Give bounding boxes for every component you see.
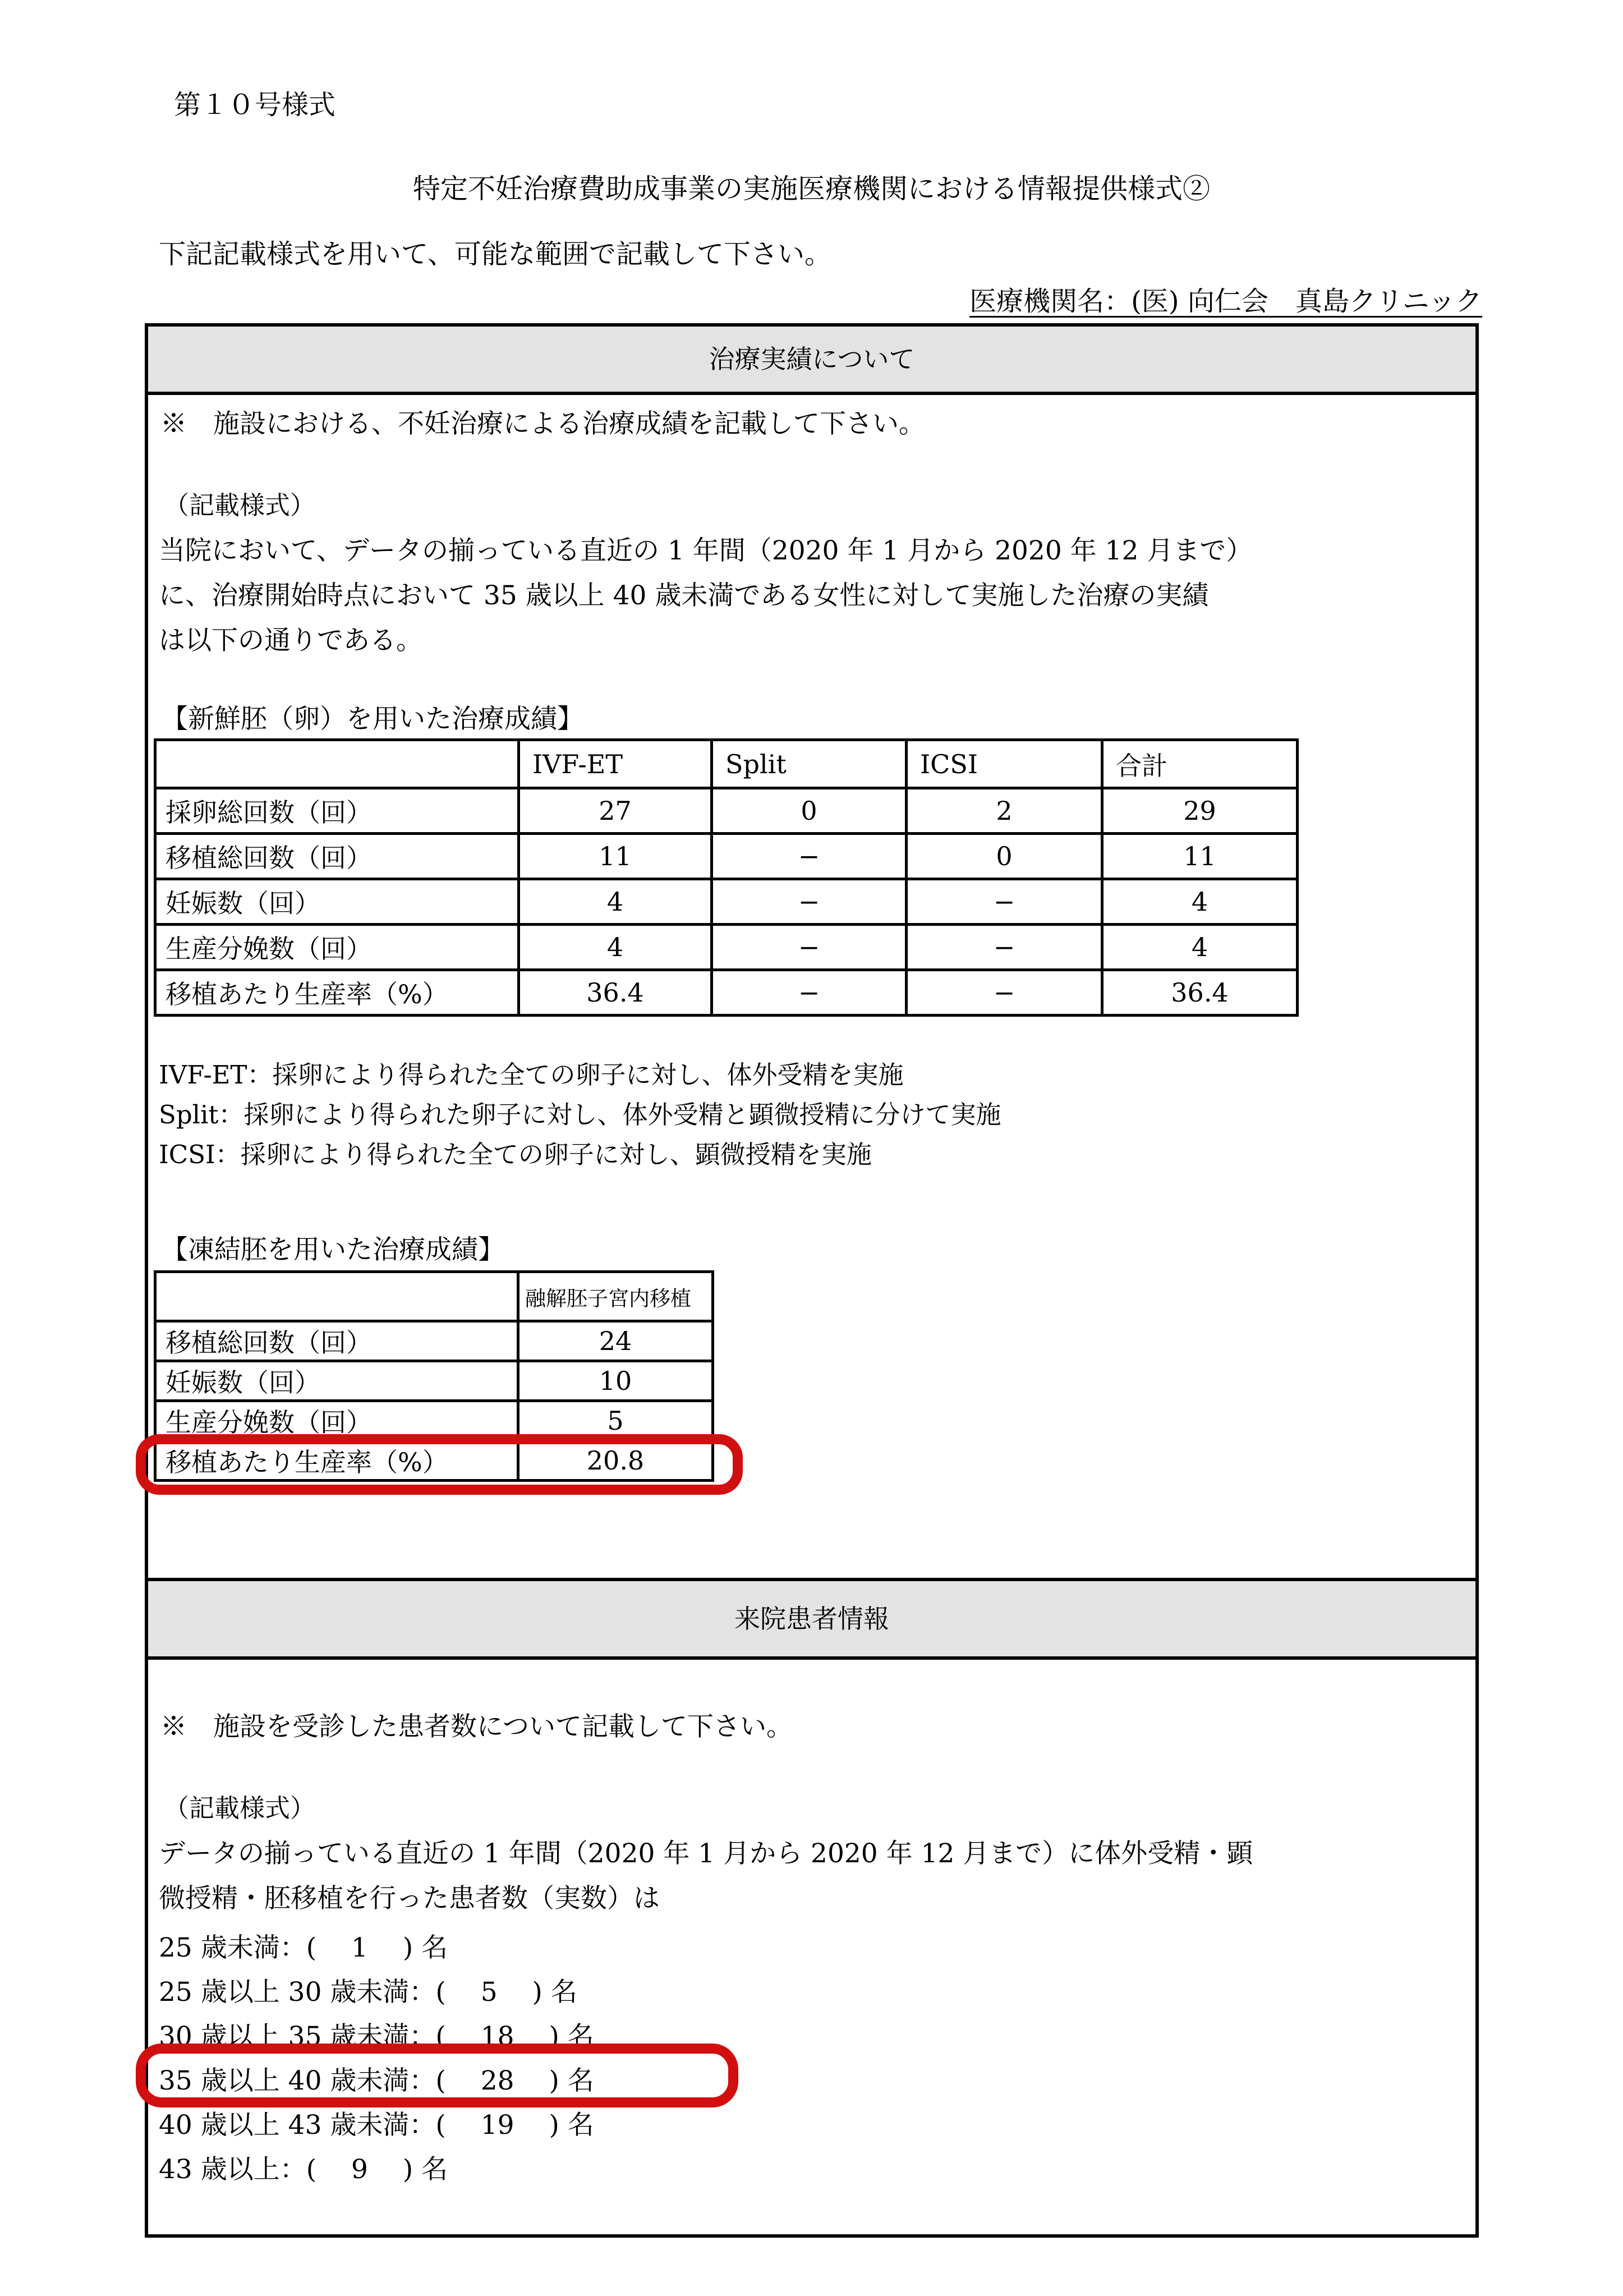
- patients-paragraph-line: データの揃っている直近の 1 年間（2020 年 1 月から 2020 年 12 月まで）に体外受精・顕: [159, 1838, 1253, 1869]
- table-row: [155, 788, 1298, 834]
- definition-line: IVF-ET：採卵により得られた全ての卵子に対し、体外受精を実施: [159, 1060, 904, 1090]
- treatment-paragraph-line: 当院において、データの揃っている直近の 1 年間（2020 年 1 月から 2020 年 12 月まで）: [159, 535, 1253, 566]
- cell-value: 4: [519, 925, 712, 970]
- row-label: 移植あたり生産率（%）: [155, 970, 519, 1016]
- corner-cell: [155, 1272, 518, 1321]
- treatment-note: ※ 施設における、不妊治療による治療成績を記載して下さい。: [160, 408, 925, 439]
- patients-paragraph: [159, 1831, 1253, 1921]
- section-header-treatment: [148, 327, 1475, 395]
- table-row: [155, 970, 1298, 1016]
- cell-value: 5: [518, 1401, 713, 1441]
- table-row: [155, 925, 1298, 970]
- column-header: Split: [712, 740, 907, 788]
- frozen-table-title: 【凍結胚を用いた治療成績】: [162, 1234, 504, 1265]
- table-row: [155, 879, 1298, 925]
- table-row: [155, 1361, 713, 1401]
- cell-value: 29: [1102, 788, 1298, 834]
- patients-note: ※ 施設を受診した患者数について記載して下さい。: [160, 1711, 793, 1742]
- table-header-row: [155, 1272, 713, 1321]
- definition-line: Split：採卵により得られた卵子に対し、体外受精と顕微授精に分けて実施: [159, 1100, 1001, 1129]
- highlight-annotation-age-35-40: [136, 2044, 738, 2107]
- cell-value: −: [712, 925, 907, 970]
- row-label: 妊娠数（回）: [155, 879, 519, 925]
- cell-value: 11: [1102, 834, 1298, 879]
- row-label: 妊娠数（回）: [155, 1361, 518, 1401]
- section-header-treatment-label: 治療実績について: [709, 344, 915, 374]
- patients-format-label: （記載様式）: [164, 1793, 316, 1823]
- abbreviation-definitions: [159, 1055, 1001, 1174]
- institution-name: 医療機関名：(医) 向仁会 真島クリニック: [969, 286, 1482, 317]
- age-group-35-40: 35 歳以上 40 歳未満：( 28 ) 名: [159, 2065, 594, 2096]
- page-title: 特定不妊治療費助成事業の実施医療機関における情報提供様式②: [412, 173, 1210, 205]
- fresh-table-title: 【新鮮胚（卵）を用いた治療成績】: [162, 704, 583, 734]
- column-header: 融解胚子宮内移植: [518, 1272, 713, 1321]
- row-label: 移植総回数（回）: [155, 1321, 518, 1361]
- age-group-25-30: 25 歳以上 30 歳未満：( 5 ) 名: [159, 1977, 577, 2008]
- cell-value: 24: [518, 1321, 713, 1361]
- cell-value: −: [907, 925, 1102, 970]
- fresh-embryo-table: [154, 738, 1299, 1017]
- cell-value: 2: [907, 788, 1102, 834]
- table-row: [155, 834, 1298, 879]
- treatment-paragraph: [159, 529, 1252, 663]
- cell-value: 11: [519, 834, 712, 879]
- patients-paragraph-line: 微授精・胚移植を行った患者数（実数）は: [159, 1883, 660, 1914]
- treatment-paragraph-line: に、治療開始時点において 35 歳以上 40 歳未満である女性に対して実施した治療の実績: [159, 580, 1209, 611]
- cell-value: −: [712, 970, 907, 1016]
- treatment-paragraph-line: は以下の通りである。: [159, 625, 422, 656]
- row-label: 生産分娩数（回）: [155, 925, 519, 970]
- fill-instruction: 下記記載様式を用いて、可能な範囲で記載して下さい。: [159, 238, 832, 270]
- age-group-40-43: 40 歳以上 43 歳未満：( 19 ) 名: [159, 2110, 594, 2141]
- highlight-annotation-live-birth-rate: [136, 1434, 743, 1495]
- cell-value: 4: [1102, 879, 1298, 925]
- age-group-over43: 43 歳以上：( 9 ) 名: [159, 2154, 448, 2185]
- table-row: [155, 1321, 713, 1361]
- cell-value: −: [712, 834, 907, 879]
- cell-value: 0: [712, 788, 907, 834]
- cell-value: 36.4: [1102, 970, 1298, 1016]
- row-label: 移植あたり生産率（%）: [155, 1441, 518, 1481]
- column-header: 合計: [1102, 740, 1298, 788]
- cell-value: 4: [1102, 925, 1298, 970]
- column-header: IVF-ET: [519, 740, 712, 788]
- form-number: 第１０号様式: [174, 89, 336, 121]
- age-group-30-35: 30 歳以上 35 歳未満：( 18 ) 名: [159, 2021, 594, 2052]
- table-header-row: [155, 740, 1298, 788]
- row-label: 移植総回数（回）: [155, 834, 519, 879]
- age-group-under25: 25 歳未満：( 1 ) 名: [159, 1932, 448, 1963]
- row-label: 採卵総回数（回）: [155, 788, 519, 834]
- cell-value: −: [712, 879, 907, 925]
- cell-value: 20.8: [518, 1441, 713, 1481]
- cell-value: 36.4: [519, 970, 712, 1016]
- cell-value: 0: [907, 834, 1102, 879]
- definition-line: ICSI：採卵により得られた全ての卵子に対し、顕微授精を実施: [159, 1140, 872, 1169]
- corner-cell: [155, 740, 519, 788]
- cell-value: 27: [519, 788, 712, 834]
- cell-value: 4: [519, 879, 712, 925]
- section-header-patients-label: 来院患者情報: [734, 1604, 889, 1634]
- section-header-patients: [148, 1578, 1475, 1660]
- cell-value: 10: [518, 1361, 713, 1401]
- cell-value: −: [907, 879, 1102, 925]
- row-label: 生産分娩数（回）: [155, 1401, 518, 1441]
- column-header: ICSI: [907, 740, 1102, 788]
- treatment-format-label: （記載様式）: [164, 490, 316, 520]
- cell-value: −: [907, 970, 1102, 1016]
